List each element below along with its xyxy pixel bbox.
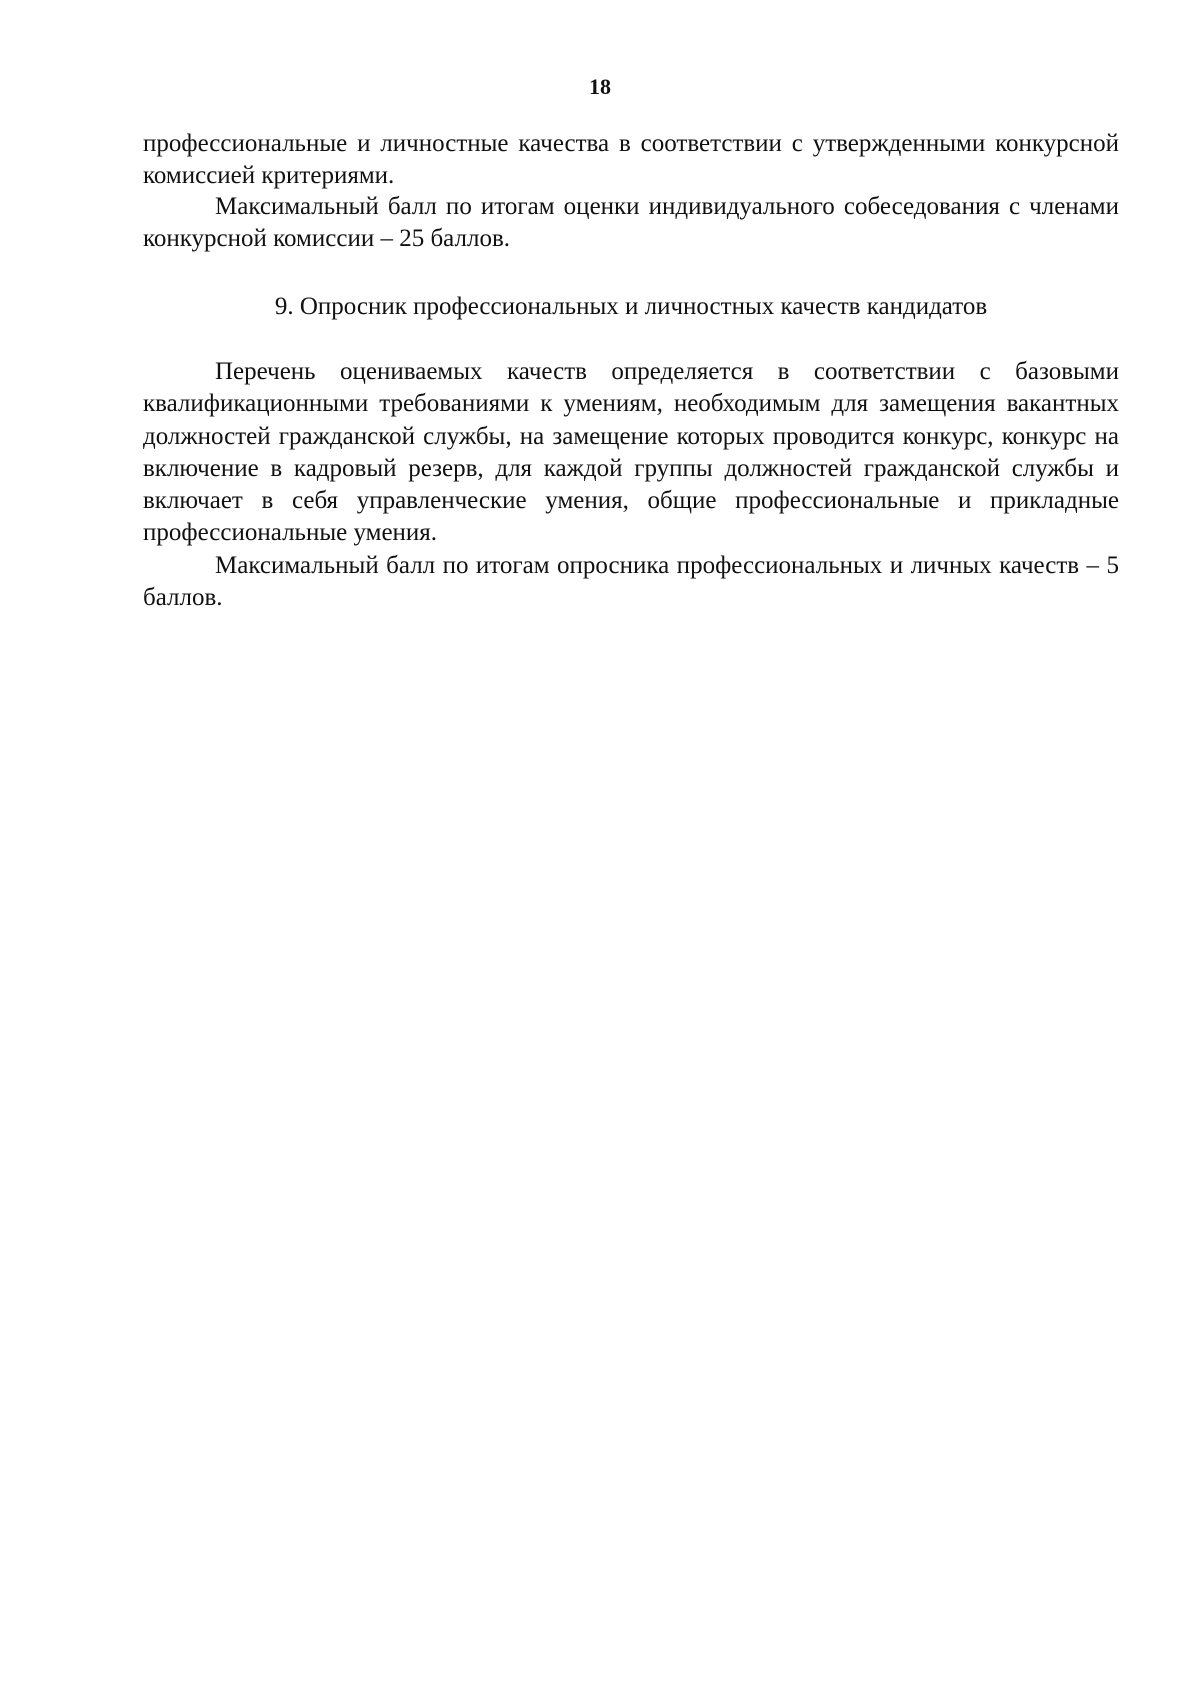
section-heading: 9. Опросник профессиональных и личностных качеств кандидатов	[274, 293, 988, 320]
paragraph-continuation	[143, 128, 1119, 193]
paragraph-questionnaire-max-score	[143, 550, 1119, 615]
paragraph-text: Перечень оцениваемых качеств определяется в соответствии с базовыми квалификационными требованиями к умениям, необходимым для замещения вакантных должностей гражданской службы, на замещение которых проводится конкурс, конкурс на включение в кадровый резерв, для каждой группы должностей гражданской службы и включает в себя управленческие умения, общие профессиональные и прикладные профессиональные умения.	[143, 358, 1119, 547]
paragraph-text: Максимальный балл по итогам опросника профессиональных и личных качеств – 5 баллов.	[143, 552, 1119, 612]
paragraph-text: профессиональные и личностные качества в соответствии с утвержденными конкурсной комиссией критериями.	[143, 130, 1119, 190]
page-number: 18	[589, 74, 611, 99]
paragraph-qualities-list	[143, 356, 1119, 550]
paragraph-interview-max-score	[143, 191, 1119, 256]
paragraph-text: Максимальный балл по итогам оценки индивидуального собеседования с членами конкурсной комиссии – 25 баллов.	[143, 193, 1119, 253]
